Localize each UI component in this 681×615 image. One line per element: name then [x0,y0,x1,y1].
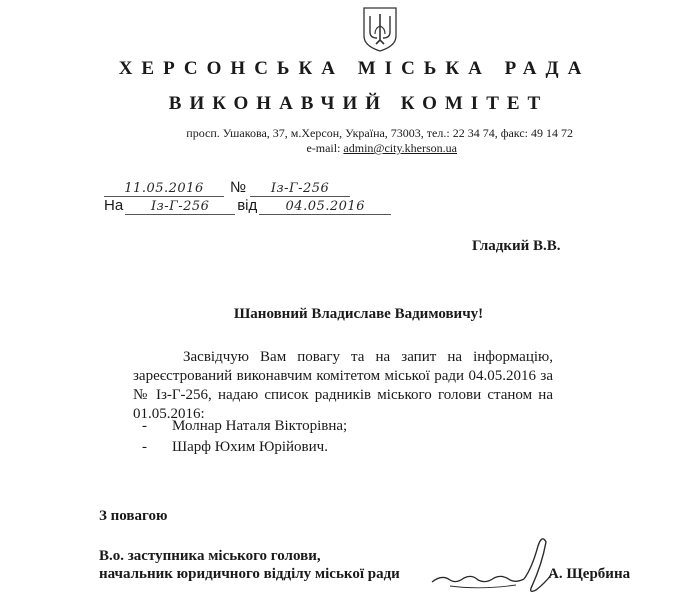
email-link[interactable]: admin@city.kherson.ua [343,141,457,155]
signer-name: А. Щербина [548,566,631,582]
council-name: ХЕРСОНСЬКА МІСЬКА РАДА [118,58,591,79]
list-marker: - [142,439,147,455]
trident-emblem-icon [362,6,398,52]
letter-body [133,348,553,424]
on-label: На [104,197,124,214]
outgoing-number: Із-Г-256 [250,181,350,197]
list-item [142,439,328,456]
adviser-name: Молнар Наталя Вікторівна; [172,418,348,434]
body-paragraph: Засвідчую Вам повагу та на запит на інформацію, зареєстрований виконавчим комітетом міської ради 04.05.2016 за № Із-Г-256, надаю список радників міського голови станом на 01.05.2016: [133,349,553,422]
signer-title-line1: В.о. заступника міського голови, [99,548,321,564]
incoming-registration [104,197,391,215]
email-line [306,141,457,156]
adviser-name: Шарф Юхим Юрійович. [172,439,328,455]
list-item [142,418,347,435]
outgoing-date: 11.05.2016 [104,181,224,197]
list-marker: - [142,418,147,434]
signer-title-line2: начальник юридичного відділу міської ради [99,566,400,582]
email-label: e-mail: [306,141,344,155]
closing-regards: З повагою [99,508,168,524]
incoming-number: Із-Г-256 [125,199,235,215]
address-line: просп. Ушакова, 37, м.Херсон, Україна, 73003, тел.: 22 34 74, факс: 49 14 72 [186,126,573,140]
recipient: Гладкий В.В. [472,238,561,254]
outgoing-registration [104,179,350,197]
salutation: Шановний Владиславе Вадимовичу! [233,306,484,322]
number-symbol: № [230,179,247,196]
executive-committee-title: ВИКОНАВЧИЙ КОМІТЕТ [168,93,549,114]
incoming-date: 04.05.2016 [259,199,391,215]
from-label: від [237,197,258,214]
